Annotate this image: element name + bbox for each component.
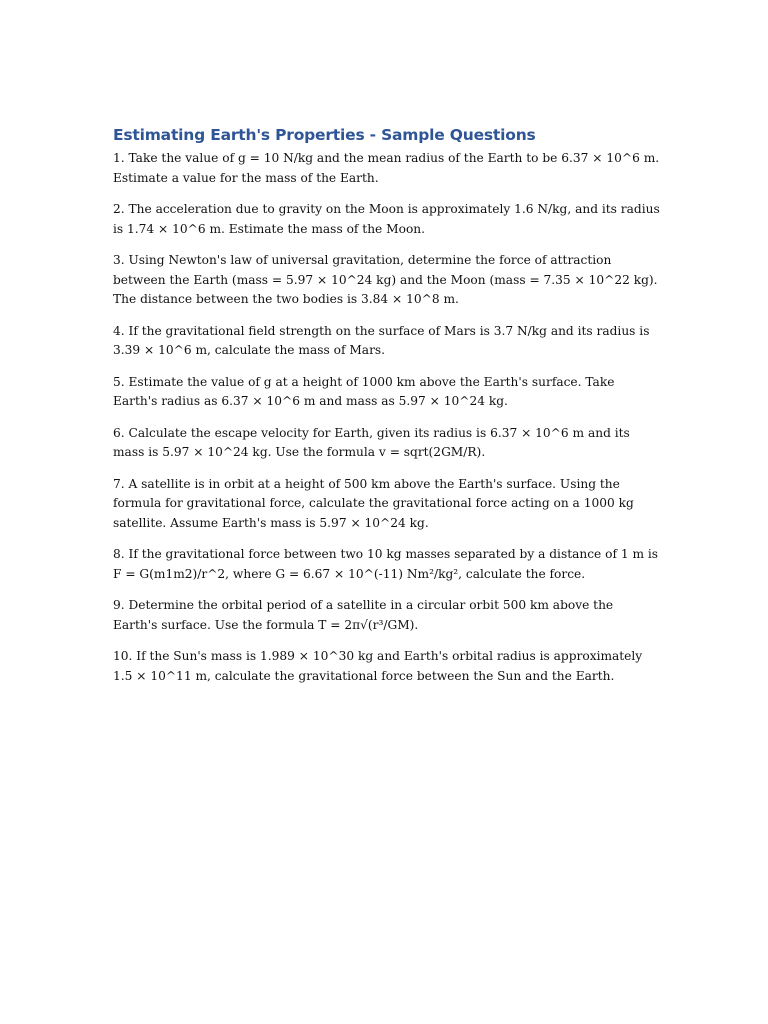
question-1: 1. Take the value of g = 10 N/kg and the mean radius of the Earth to be 6.37 × 10^6 m. Estimate a value for the mass of the Earth. [113, 151, 660, 185]
question-9: 9. Determine the orbital period of a satellite in a circular orbit 500 km above the Earth's surface. Use the formula T = 2π√(r³/GM). [113, 598, 614, 632]
question-6: 6. Calculate the escape velocity for Earth, given its radius is 6.37 × 10^6 m and its mass is 5.97 × 10^24 kg. Use the formula v = sqrt(2GM/R). [113, 425, 630, 459]
question-8: 8. If the gravitational force between two 10 kg masses separated by a distance of 1 m is F = G(m1m2)/r^2, where G = 6.67 × 10^(-11) Nm²/kg², calculate the force. [113, 547, 659, 581]
question-10: 10. If the Sun's mass is 1.989 × 10^30 kg and Earth's orbital radius is approximately 1.5 × 10^11 m, calculate the gravitational force between the Sun and the Earth. [113, 649, 643, 683]
document-title: Estimating Earth's Properties - Sample Questions [113, 126, 536, 144]
question-4: 4. If the gravitational field strength on the surface of Mars is 3.7 N/kg and its radius is 3.39 × 10^6 m, calculate the mass of Mars. [113, 323, 650, 357]
document-page [113, 124, 661, 698]
question-3: 3. Using Newton's law of universal gravitation, determine the force of attraction between the Earth (mass = 5.97 × 10^24 kg) and the Moon (mass = 7.35 × 10^22 kg). The distance between the two bodies is 3.84 × 10^8 m. [113, 253, 658, 306]
question-5: 5. Estimate the value of g at a height of 1000 km above the Earth's surface. Take Earth's radius as 6.37 × 10^6 m and mass as 5.97 × 10^24 kg. [113, 374, 615, 408]
question-7: 7. A satellite is in orbit at a height of 500 km above the Earth's surface. Using the formula for gravitational force, calculate the gravitational force acting on a 1000 kg satellite. Assume Earth's mass is 5.97 × 10^24 kg. [113, 476, 634, 530]
question-2: 2. The acceleration due to gravity on the Moon is approximately 1.6 N/kg, and its radius is 1.74 × 10^6 m. Estimate the mass of the Moon. [113, 202, 660, 236]
